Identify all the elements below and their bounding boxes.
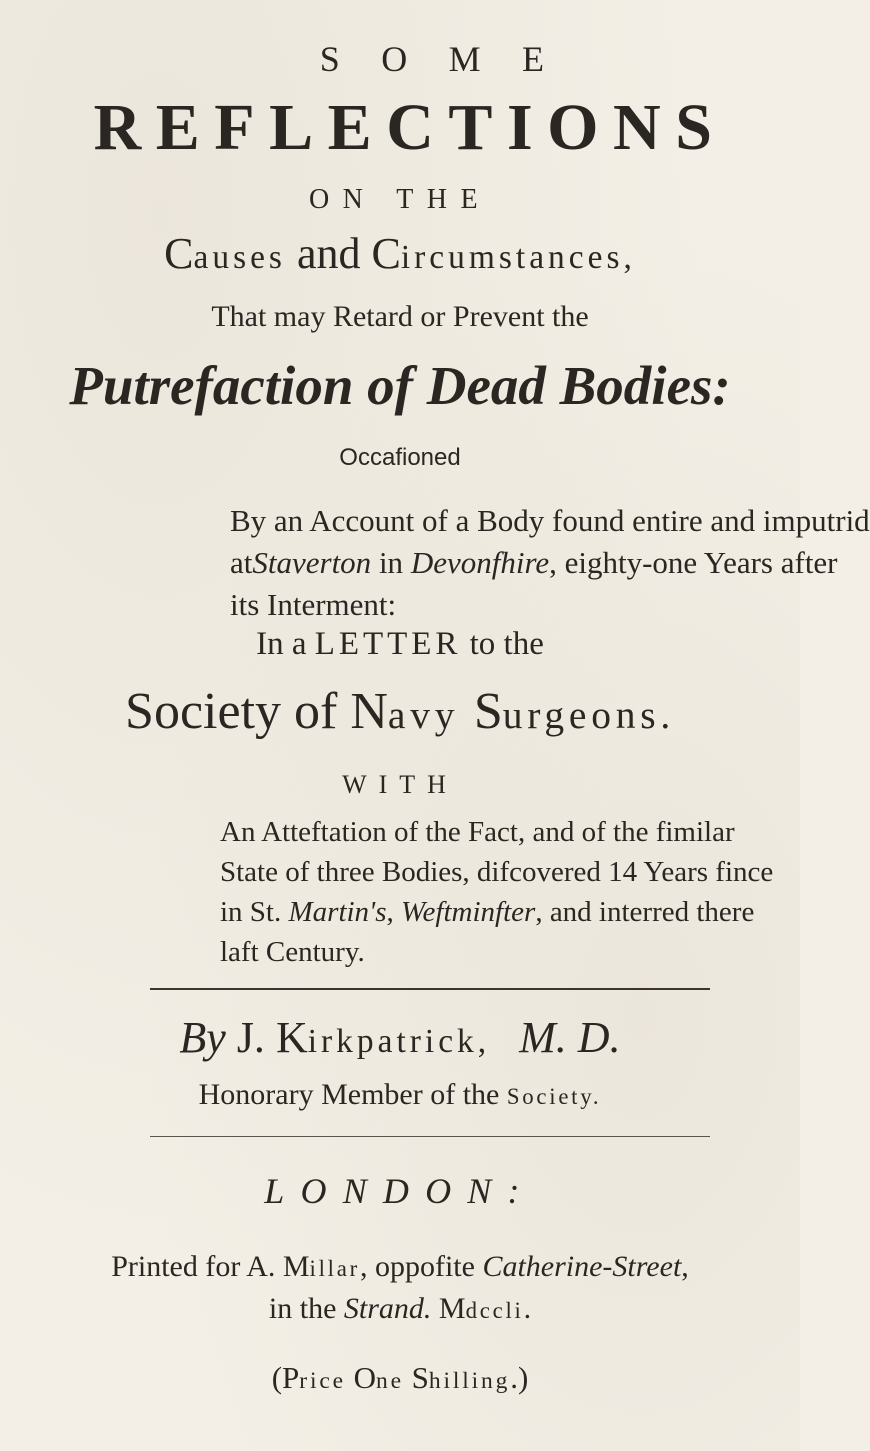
strand-name: Strand.: [343, 1292, 432, 1325]
shilling-initial: S: [403, 1360, 429, 1395]
letter-to-the: to the: [461, 626, 544, 662]
attestation-line-3: [220, 892, 780, 932]
price-open: (P: [271, 1360, 300, 1395]
date-initial: M: [431, 1292, 466, 1325]
surgeons-initial: S: [473, 683, 503, 740]
place-staverton: Staverton: [252, 545, 372, 580]
author-initial: J.: [225, 1013, 276, 1062]
surgeons-rest: urgeons.: [502, 693, 675, 737]
navy-rest: avy: [387, 693, 474, 737]
author-line: [0, 1012, 800, 1063]
account-in: in: [371, 545, 411, 580]
navy-initial: N: [350, 683, 388, 740]
place-martins: Martin's: [288, 896, 387, 928]
date-period: .: [523, 1292, 532, 1325]
imprint-london: LONDON:: [264, 1171, 536, 1211]
putrefaction-title: Putrefaction of Dead Bodies:: [69, 355, 731, 416]
retard-line: That may Retard or Prevent the: [211, 300, 589, 333]
price-line: [0, 1360, 800, 1396]
one-initial: O: [345, 1360, 377, 1395]
printed-for: Printed for A.: [111, 1250, 283, 1283]
printer-rest: illar: [309, 1256, 360, 1281]
one-rest: ne: [376, 1368, 404, 1394]
divider-rule-2: [150, 1136, 710, 1137]
place-westminster: Weftminfter: [401, 896, 536, 928]
street-catherine: Catherine-Street: [482, 1250, 682, 1283]
causes-circumstances-line: [0, 228, 800, 279]
on-the-line: ON THE: [308, 184, 491, 215]
society-navy-surgeons: [0, 682, 800, 741]
date-rest: dccli: [465, 1298, 524, 1323]
printed-comma: ,: [681, 1250, 689, 1283]
circumstances-rest: ircumstances,: [400, 239, 636, 276]
attest-interred: , and interred there: [535, 896, 755, 928]
letter-line: [0, 626, 800, 663]
account-line-3: its Interment:: [230, 587, 397, 622]
letter-word: LETTER: [314, 626, 462, 662]
author-surname-initial: K: [275, 1013, 308, 1062]
attest-comma: ,: [386, 896, 402, 928]
and-word: and: [296, 229, 361, 278]
author-degree: M. D.: [519, 1013, 621, 1062]
attestation-paragraph: [220, 812, 780, 972]
main-title-reflections: REFLECTIONS: [93, 91, 727, 164]
letter-in-a: In a: [256, 626, 315, 662]
society-word: Society of: [125, 683, 351, 740]
imprint-strand-date: [0, 1292, 800, 1326]
account-at: at: [230, 545, 253, 580]
author-surname-rest: irkpatrick,: [307, 1023, 491, 1060]
attestation-line-4: laft Century.: [220, 936, 365, 968]
with-line: WITH: [342, 770, 458, 799]
attest-in-st: in St.: [220, 896, 289, 928]
honorary-text: Honorary Member of the: [198, 1078, 507, 1111]
price-close: .): [510, 1360, 529, 1395]
divider-rule-1: [150, 988, 710, 990]
printed-opposite: , oppofite: [359, 1250, 483, 1283]
author-by: By: [179, 1013, 226, 1062]
shilling-rest: hilling: [428, 1368, 511, 1394]
circumstances-initial: C: [371, 229, 401, 278]
place-devonshire: Devonfhire: [410, 545, 550, 580]
attestation-line-1: An Atteftation of the Fact, and of the fimilar: [220, 816, 735, 848]
causes-rest: auses: [193, 239, 286, 276]
honorary-society: Society.: [506, 1084, 602, 1109]
price-word-rest: rice: [299, 1368, 346, 1394]
printer-initial: M: [282, 1250, 310, 1283]
occasioned-line: Occafioned: [339, 444, 461, 471]
account-line-1: By an Account of a Body found entire and imputrid: [230, 503, 870, 538]
imprint-printed-for: [0, 1250, 800, 1284]
causes-initial: C: [164, 229, 194, 278]
strand-in-the: in the: [268, 1292, 344, 1325]
header-some: S O M E: [319, 39, 561, 79]
account-years: , eighty-one Years after: [549, 545, 838, 580]
attestation-line-2: State of three Bodies, difcovered 14 Years fince: [220, 856, 774, 888]
account-line-2: [230, 542, 838, 584]
account-paragraph: [230, 500, 870, 626]
honorary-line: [0, 1078, 800, 1112]
